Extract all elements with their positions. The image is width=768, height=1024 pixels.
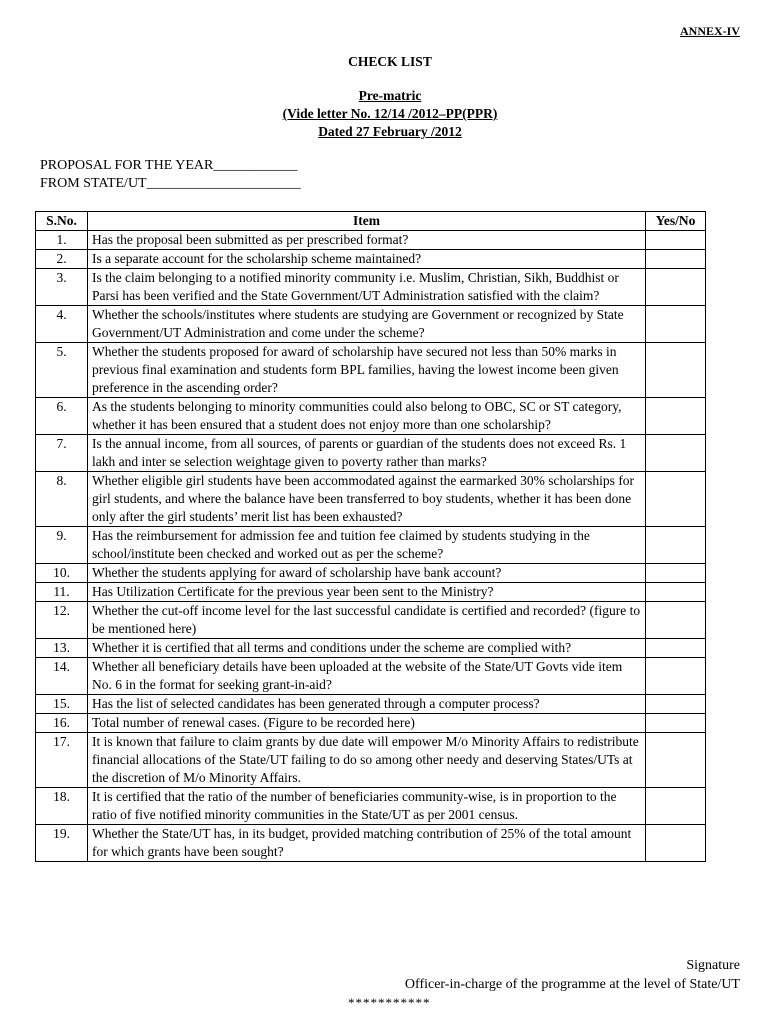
letter-reference: (Vide letter No. 12/14 /2012–PP(PPR) bbox=[282, 106, 498, 121]
table-row bbox=[36, 231, 706, 250]
row-sno: 7. bbox=[36, 435, 88, 472]
row-yes-no-cell[interactable] bbox=[646, 602, 706, 639]
header-sno: S.No. bbox=[36, 212, 88, 231]
row-yes-no-cell[interactable] bbox=[646, 269, 706, 306]
row-yes-no-cell[interactable] bbox=[646, 250, 706, 269]
row-yes-no-cell[interactable] bbox=[646, 343, 706, 398]
row-yes-no-cell[interactable] bbox=[646, 714, 706, 733]
row-item: Whether it is certified that all terms and conditions under the scheme are complied with? bbox=[88, 639, 646, 658]
table-row bbox=[36, 695, 706, 714]
row-yes-no-cell[interactable] bbox=[646, 231, 706, 250]
table-row bbox=[36, 250, 706, 269]
document-subtitle bbox=[0, 87, 768, 141]
row-sno: 16. bbox=[36, 714, 88, 733]
scheme-name: Pre-matric bbox=[358, 88, 422, 103]
table-row bbox=[36, 398, 706, 435]
table-row bbox=[36, 343, 706, 398]
row-sno: 10. bbox=[36, 564, 88, 583]
table-row bbox=[36, 306, 706, 343]
table-row bbox=[36, 564, 706, 583]
row-item: Whether the students applying for award of scholarship have bank account? bbox=[88, 564, 646, 583]
document-title: CHECK LIST bbox=[348, 54, 432, 69]
row-item: It is certified that the ratio of the number of beneficiaries community-wise, is in proportion to the ratio of five notified minority communities in the State/UT as per 2001 census. bbox=[88, 788, 646, 825]
row-sno: 8. bbox=[36, 472, 88, 527]
annex-label: ANNEX-IV bbox=[680, 24, 740, 38]
row-item: Is a separate account for the scholarship scheme maintained? bbox=[88, 250, 646, 269]
row-item: Total number of renewal cases. (Figure to be recorded here) bbox=[88, 714, 646, 733]
row-item: It is known that failure to claim grants by due date will empower M/o Minority Affairs to redistribute financial allocations of the State/UT failing to do so among other needy and deserving States/UTs at the discretion of M/o Minority Affairs. bbox=[88, 733, 646, 788]
header-item: Item bbox=[88, 212, 646, 231]
row-yes-no-cell[interactable] bbox=[646, 527, 706, 564]
row-yes-no-cell[interactable] bbox=[646, 435, 706, 472]
row-item: Whether eligible girl students have been accommodated against the earmarked 30% scholarships for girl students, and where the balance have been transferred to boy students, whether it has been done only after the girl students’ merit list has been exhausted? bbox=[88, 472, 646, 527]
row-sno: 6. bbox=[36, 398, 88, 435]
row-sno: 3. bbox=[36, 269, 88, 306]
header-yes-no: Yes/No bbox=[646, 212, 706, 231]
checklist-table bbox=[35, 211, 706, 862]
proposal-block bbox=[40, 157, 301, 193]
officer-label: Officer-in-charge of the programme at the level of State/UT bbox=[404, 977, 740, 992]
row-item: Whether the schools/institutes where students are studying are Government or recognized by State Government/UT Administration and come under the scheme? bbox=[88, 306, 646, 343]
row-sno: 13. bbox=[36, 639, 88, 658]
row-yes-no-cell[interactable] bbox=[646, 639, 706, 658]
table-row bbox=[36, 714, 706, 733]
table-row bbox=[36, 602, 706, 639]
row-item: Has the proposal been submitted as per prescribed format? bbox=[88, 231, 646, 250]
table-row bbox=[36, 658, 706, 695]
row-sno: 17. bbox=[36, 733, 88, 788]
row-item: Has Utilization Certificate for the previous year been sent to the Ministry? bbox=[88, 583, 646, 602]
row-sno: 2. bbox=[36, 250, 88, 269]
row-sno: 9. bbox=[36, 527, 88, 564]
row-yes-no-cell[interactable] bbox=[646, 583, 706, 602]
row-yes-no-cell[interactable] bbox=[646, 788, 706, 825]
row-item: Whether the State/UT has, in its budget, provided matching contribution of 25% of the total amount for which grants have been sought? bbox=[88, 825, 646, 862]
table-row bbox=[36, 639, 706, 658]
proposal-state-line: FROM STATE/UT______________________ bbox=[40, 176, 301, 191]
table-header-row bbox=[36, 212, 706, 231]
row-item: Whether the students proposed for award of scholarship have secured not less than 50% marks in previous final examination and students form BPL families, having the lowest income been given preference in the ascending order? bbox=[88, 343, 646, 398]
row-sno: 18. bbox=[36, 788, 88, 825]
table-row bbox=[36, 583, 706, 602]
row-item: Whether all beneficiary details have been uploaded at the website of the State/UT Govts vide item No. 6 in the format for seeking grant-in-aid? bbox=[88, 658, 646, 695]
row-yes-no-cell[interactable] bbox=[646, 825, 706, 862]
row-item: Has the reimbursement for admission fee and tuition fee claimed by students studying in the school/institute been checked and worked out as per the scheme? bbox=[88, 527, 646, 564]
row-yes-no-cell[interactable] bbox=[646, 733, 706, 788]
signature-label: Signature bbox=[686, 958, 740, 973]
table-row bbox=[36, 435, 706, 472]
row-sno: 4. bbox=[36, 306, 88, 343]
proposal-year-line: PROPOSAL FOR THE YEAR____________ bbox=[40, 158, 298, 173]
row-sno: 5. bbox=[36, 343, 88, 398]
row-sno: 14. bbox=[36, 658, 88, 695]
row-item: Is the annual income, from all sources, of parents or guardian of the students does not exceed Rs. 1 lakh and inter se selection weightage given to poverty rather than marks? bbox=[88, 435, 646, 472]
row-sno: 1. bbox=[36, 231, 88, 250]
table-row bbox=[36, 825, 706, 862]
row-item: As the students belonging to minority communities could also belong to OBC, SC or ST category, whether it has been ensured that a student does not enjoy more than one scholarship? bbox=[88, 398, 646, 435]
table-row bbox=[36, 269, 706, 306]
row-sno: 15. bbox=[36, 695, 88, 714]
row-yes-no-cell[interactable] bbox=[646, 695, 706, 714]
table-row bbox=[36, 788, 706, 825]
row-sno: 12. bbox=[36, 602, 88, 639]
letter-date: Dated 27 February /2012 bbox=[318, 124, 462, 139]
row-item: Is the claim belonging to a notified minority community i.e. Muslim, Christian, Sikh, Buddhist or Parsi has been verified and the State Government/UT Administration satisfied with the claim? bbox=[88, 269, 646, 306]
table-row bbox=[36, 733, 706, 788]
row-yes-no-cell[interactable] bbox=[646, 472, 706, 527]
row-item: Whether the cut-off income level for the last successful candidate is certified and recorded? (figure to be mentioned here) bbox=[88, 602, 646, 639]
row-yes-no-cell[interactable] bbox=[646, 658, 706, 695]
table-row bbox=[36, 527, 706, 564]
row-yes-no-cell[interactable] bbox=[646, 564, 706, 583]
row-sno: 11. bbox=[36, 583, 88, 602]
row-yes-no-cell[interactable] bbox=[646, 398, 706, 435]
row-yes-no-cell[interactable] bbox=[646, 306, 706, 343]
row-item: Has the list of selected candidates has been generated through a computer process? bbox=[88, 695, 646, 714]
table-row bbox=[36, 472, 706, 527]
row-sno: 19. bbox=[36, 825, 88, 862]
end-marker: *********** bbox=[348, 995, 431, 1010]
